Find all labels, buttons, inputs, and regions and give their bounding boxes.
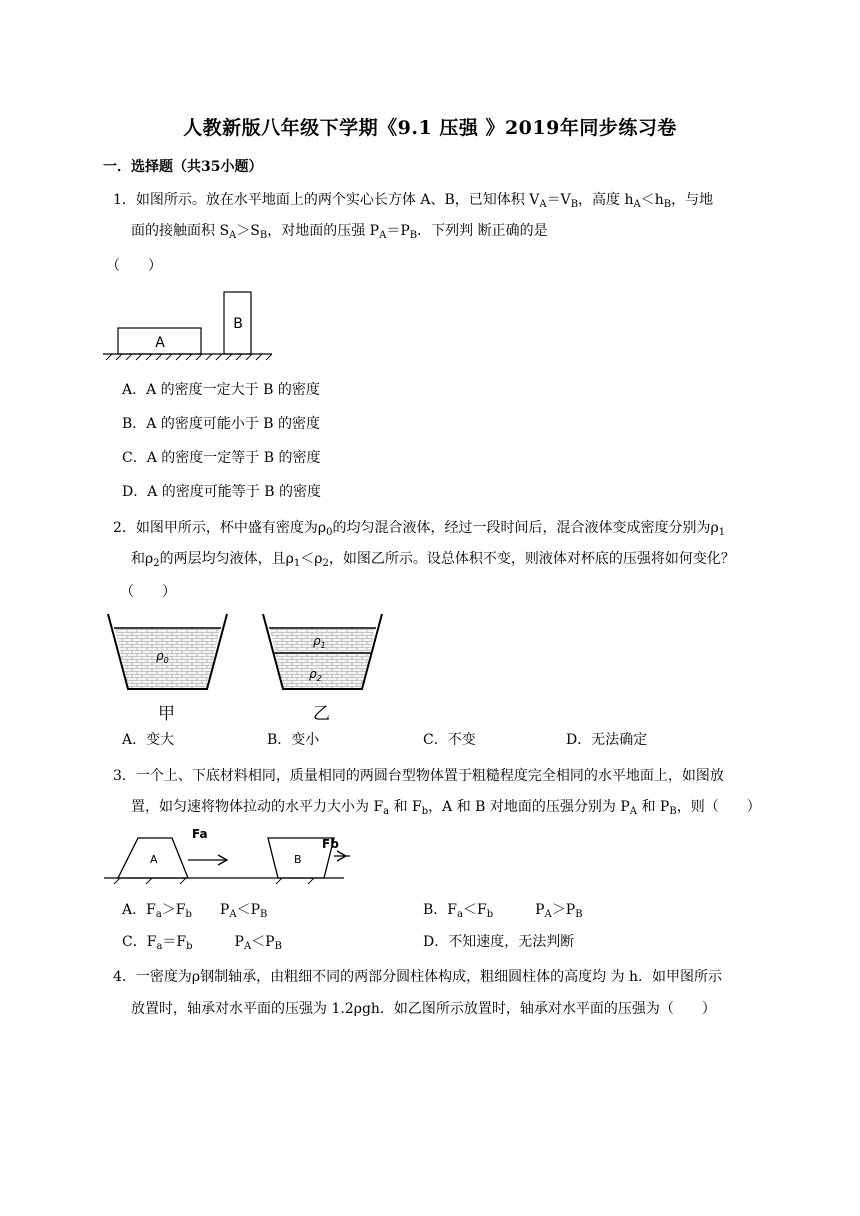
frustum-b-label: B bbox=[294, 853, 302, 866]
q4-stem-line2: 放置时，轴承对水平面的压强为 1.2ρgh．如乙图所示放置时，轴承对水平面的压强为（ ） bbox=[131, 1001, 716, 1017]
rho0-label: $\rho_0$ bbox=[156, 649, 169, 665]
rho1-label: $\rho_1$ bbox=[313, 634, 326, 650]
q3-fb-arrowhead bbox=[335, 847, 349, 865]
block-b-label: B bbox=[233, 316, 243, 332]
section-heading: 一．选择题（共35小题） bbox=[103, 159, 263, 175]
q2-option-a[interactable]: A．变大 bbox=[122, 732, 175, 748]
q2-stem-line1: 2．如图甲所示，杯中盛有密度为$\rho_0$的均匀混合液体，经过一段时间后，混合液体变成密度分别为$\rho_1$ bbox=[113, 520, 726, 538]
q2-option-c[interactable]: C．不变 bbox=[423, 732, 476, 748]
q1-answer-paren: （ ） bbox=[106, 258, 162, 274]
q1-figure bbox=[100, 288, 280, 368]
cup-yi bbox=[263, 614, 382, 689]
rho2-label: $\rho_2$ bbox=[309, 667, 322, 683]
q2-stem-line2: 和$\rho_2$的两层均匀液体，且$\rho_1<\rho_2$，如图乙所示。设总体积不变，则液体对杯底的压强将如何变化？ bbox=[131, 551, 735, 569]
q3-stem-line1: 3．一个上、下底材料相同，质量相同的两圆台型物体置于粗糙程度完全相同的水平地面上，如图放 bbox=[113, 768, 724, 784]
q2-option-d[interactable]: D．无法确定 bbox=[566, 732, 648, 748]
force-fa-label: Fa bbox=[192, 827, 208, 841]
frustum-a-label: A bbox=[150, 853, 158, 866]
block-a-label: A bbox=[155, 335, 165, 351]
q1-stem-line1: 1．如图所示。放在水平地面上的两个实心长方体 A、B，已知体积 $V_A=V_B$，高度 $h_A<h_B$，与地 bbox=[113, 192, 714, 210]
q3-option-a[interactable]: A．$F_a>F_b$ $P_A<P_B$ bbox=[122, 902, 268, 920]
yi-label: 乙 bbox=[313, 704, 330, 724]
q2-figure bbox=[100, 608, 390, 726]
q3-stem-line2: 置，如匀速将物体拉动的水平力大小为 $F_a$ 和 $F_b$，A 和 B 对地面的压强分别为 $P_A$ 和 $P_B$，则（ ） bbox=[131, 799, 761, 817]
jia-label: 甲 bbox=[158, 704, 175, 724]
q3-figure bbox=[100, 822, 350, 894]
q1-option-b[interactable]: B．A 的密度可能小于 B 的密度 bbox=[122, 416, 321, 432]
q1-option-a[interactable]: A．A 的密度一定大于 B 的密度 bbox=[122, 382, 320, 398]
q1-stem-line2: 面的接触面积 $S_A>S_B$，对地面的压强 $P_A=P_B$．下列判 断正确的是 bbox=[131, 223, 548, 241]
q2-answer-paren: （ ） bbox=[120, 584, 176, 600]
q3-option-b[interactable]: B．$F_a<F_b$ $P_A>P_B$ bbox=[423, 902, 583, 920]
q1-option-d[interactable]: D．A 的密度可能等于 B 的密度 bbox=[122, 484, 321, 500]
q2-option-b[interactable]: B．变小 bbox=[267, 732, 320, 748]
q3-option-c[interactable]: C．$F_a=F_b$ $P_A<P_B$ bbox=[122, 934, 282, 952]
q3-option-d[interactable]: D．不知速度，无法判断 bbox=[423, 934, 575, 950]
q1-option-c[interactable]: C．A 的密度一定等于 B 的密度 bbox=[122, 450, 321, 466]
force-fb-label: Fb bbox=[322, 837, 339, 851]
q4-stem-line1: 4．一密度为ρ钢制轴承，由粗细不同的两部分圆柱体构成，粗细圆柱体的高度均 为 h．如甲图所示 bbox=[113, 969, 723, 985]
page-title: 人教新版八年级下学期《9.1 压强 》2019年同步练习卷 bbox=[183, 117, 677, 139]
cup-jia bbox=[108, 614, 227, 689]
